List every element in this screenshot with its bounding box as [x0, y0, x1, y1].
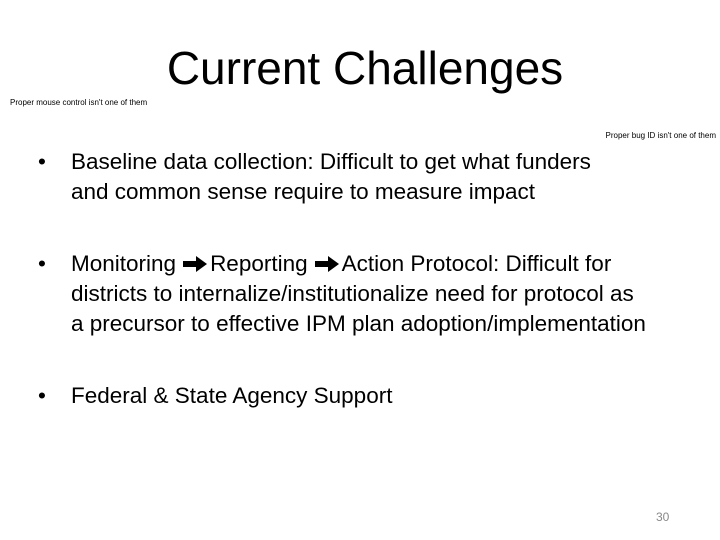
bullet-marker: •: [38, 383, 46, 408]
note-left: Proper mouse control isn't one of them: [10, 98, 148, 107]
bullet-text-reporting: Reporting: [210, 251, 308, 276]
bullet-list: [38, 147, 678, 453]
bullet-text: Baseline data collection: Difficult to get what funders and common sense require to measure impact: [71, 149, 591, 204]
right-arrow-icon: [314, 255, 340, 273]
bullet-text-monitoring: Monitoring: [71, 251, 177, 276]
slide-title: Current Challenges: [166, 42, 564, 94]
bullet-text-action-protocol: Action Protocol: Difficult for districts to internalize/institutionalize need for protocol as a precursor to effective IPM plan adoption/implementation: [71, 251, 646, 336]
bullet-item: [38, 147, 631, 207]
bullet-item: [38, 249, 646, 339]
bullet-text: Federal & State Agency Support: [71, 383, 393, 408]
bullet-marker: •: [38, 149, 46, 174]
note-right: Proper bug ID isn't one of them: [605, 131, 716, 140]
slide-number: 30: [656, 510, 670, 524]
right-arrow-icon: [182, 255, 208, 273]
bullet-marker: •: [38, 251, 46, 276]
bullet-item: [38, 381, 661, 411]
